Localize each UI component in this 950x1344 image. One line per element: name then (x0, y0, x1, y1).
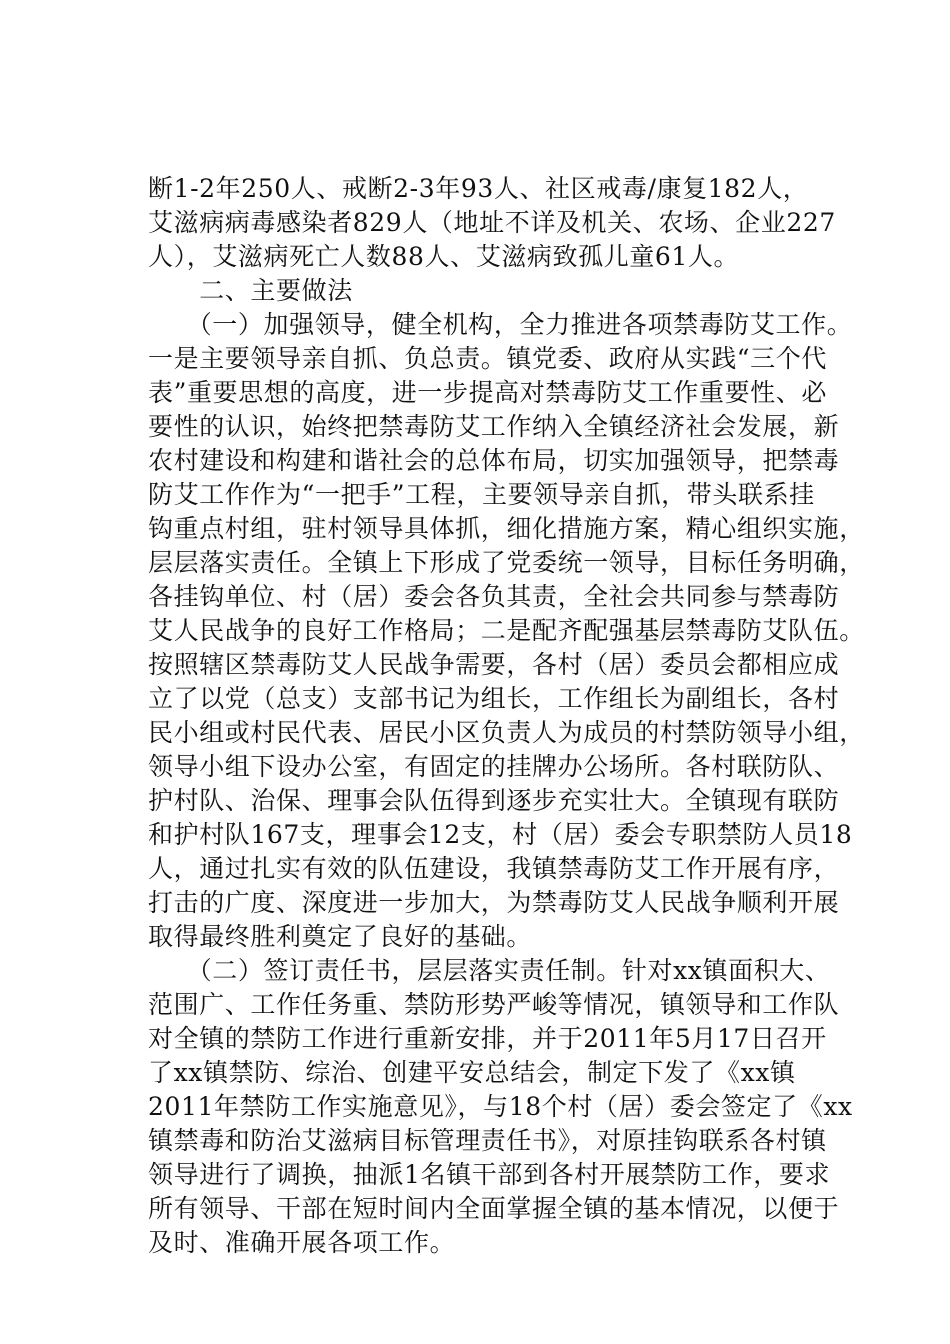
text-line: 断1-2年250人、戒断2-3年93人、社区戒毒/康复182人， (148, 174, 809, 203)
text-line: 镇禁毒和防治艾滋病目标管理责任书》，对原挂钩联系各村镇 (148, 1126, 827, 1155)
subsection-heading: （一）加强领导，健全机构，全力推进各项禁毒防艾工作。 (148, 310, 853, 339)
text-line: 范围广、工作任务重、禁防形势严峻等情况，镇领导和工作队 (148, 990, 840, 1019)
text-line: 取得最终胜利奠定了良好的基础。 (148, 922, 533, 951)
text-line: 农村建设和构建和谐社会的总体布局，切实加强领导，把禁毒 (148, 446, 840, 475)
text-line: 打击的广度、深度进一步加大，为禁毒防艾人民战争顺利开展 (148, 888, 840, 917)
text-line: 领导小组下设办公室，有固定的挂牌办公场所。各村联防队、 (148, 752, 840, 781)
text-line: 艾滋病病毒感染者829人（地址不详及机关、农场、企业227 (148, 208, 836, 237)
text-line: 各挂钩单位、村（居）委会各负其责，全社会共同参与禁毒防 (148, 582, 840, 611)
text-line: 和护村队167支，理事会12支，村（居）委会专职禁防人员18 (148, 820, 853, 849)
text-line: 钩重点村组，驻村领导具体抓，细化措施方案，精心组织实施， (148, 514, 865, 543)
text-line: 2011年禁防工作实施意见》，与18个村（居）委会签定了《xx (148, 1092, 853, 1121)
text-line: 人），艾滋病死亡人数88人、艾滋病致孤儿童61人。 (148, 242, 740, 271)
text-line: 护村队、治保、理事会队伍得到逐步充实壮大。全镇现有联防 (148, 786, 840, 815)
text-line: 立了以党（总支）支部书记为组长，工作组长为副组长，各村 (148, 684, 840, 713)
text-line: 艾人民战争的良好工作格局；二是配齐配强基层禁毒防艾队伍。 (148, 616, 865, 645)
text-line: 要性的认识，始终把禁毒防艾工作纳入全镇经济社会发展，新 (148, 412, 840, 441)
text-line: 层层落实责任。全镇上下形成了党委统一领导，目标任务明确， (148, 548, 865, 577)
section-heading: 二、主要做法 (148, 276, 353, 305)
subsection-heading: （二）签订责任书，层层落实责任制。针对xx镇面积大、 (148, 956, 831, 985)
text-line: 领导进行了调换，抽派1名镇干部到各村开展禁防工作，要求 (148, 1160, 831, 1189)
text-line: 按照辖区禁毒防艾人民战争需要，各村（居）委员会都相应成 (148, 650, 840, 679)
text-line: 了xx镇禁防、综治、创建平安总结会，制定下发了《xx镇 (148, 1058, 796, 1087)
text-line: 一是主要领导亲自抓、负总责。镇党委、政府从实践“三个代 (148, 344, 827, 373)
text-line: 表”重要思想的高度，进一步提高对禁毒防艾工作重要性、必 (148, 378, 827, 407)
text-line: 及时、准确开展各项工作。 (148, 1228, 456, 1257)
text-line: 民小组或村民代表、居民小区负责人为成员的村禁防领导小组， (148, 718, 865, 747)
text-line: 所有领导、干部在短时间内全面掌握全镇的基本情况，以便于 (148, 1194, 840, 1223)
text-line: 人，通过扎实有效的队伍建设，我镇禁毒防艾工作开展有序， (148, 854, 840, 883)
text-line: 防艾工作作为“一把手”工程，主要领导亲自抓，带头联系挂 (148, 480, 815, 509)
text-line: 对全镇的禁防工作进行重新安排，并于2011年5月17日召开 (148, 1024, 827, 1053)
